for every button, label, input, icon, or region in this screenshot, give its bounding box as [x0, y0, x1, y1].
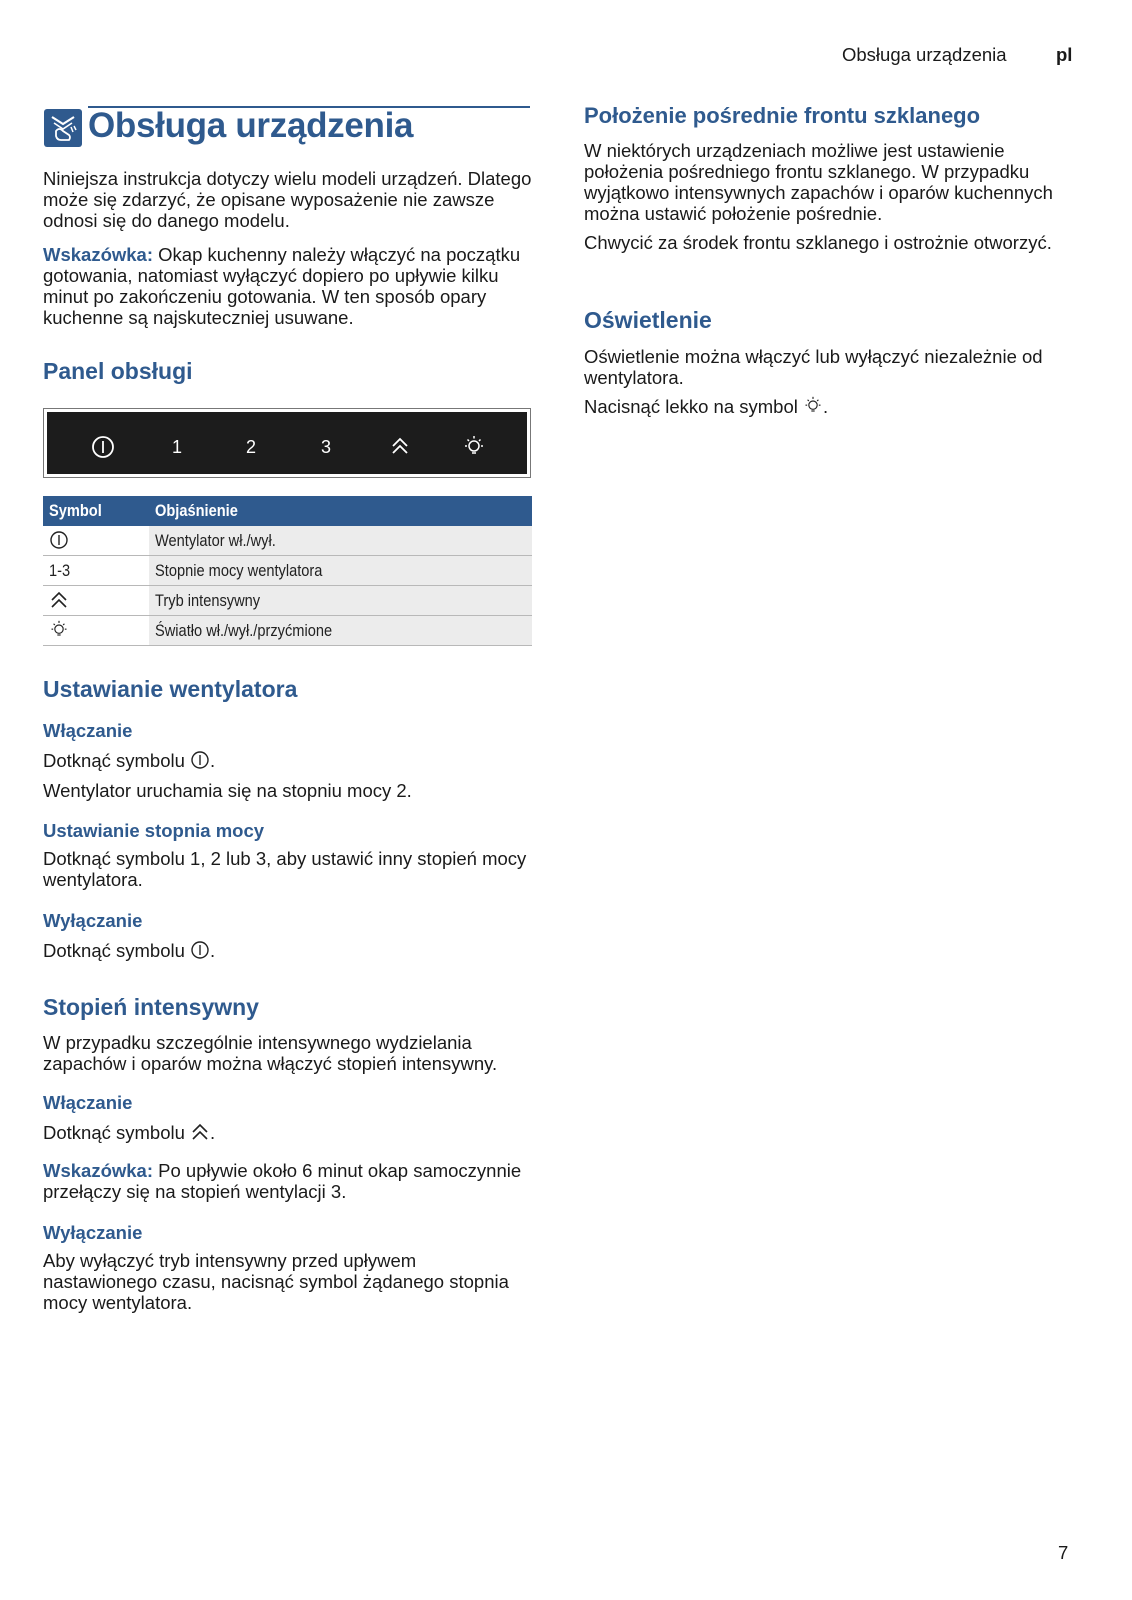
table-header-explanation: Objaśnienie: [149, 496, 532, 526]
fan-heading: Ustawianie wentylatora: [43, 676, 298, 702]
page-number: 7: [1058, 1542, 1069, 1563]
table-header-symbol: Symbol: [43, 496, 149, 526]
table-cell-symbol: [43, 526, 149, 556]
lighting-text-2: Nacisnąć lekko na symbol .: [584, 396, 829, 417]
level-2-button[interactable]: 2: [245, 437, 256, 457]
note-general: [43, 244, 533, 328]
table-cell-symbol: [43, 586, 149, 616]
table-row: [43, 556, 532, 586]
fan-on-text: Dotknąć symbolu .: [43, 750, 216, 771]
light-icon: [462, 435, 486, 459]
glass-text-1: W niektórych urządzeniach możliwe jest ustawienie położenia pośredniego frontu szklanego. W przypadku wyjątkowo intensywnych zapachów i oparów kuchennych można ustawić położenie pośrednie.: [584, 140, 1053, 224]
intensive-heading: Stopień intensywny: [43, 994, 259, 1020]
note-text: Okap kuchenny należy włączyć na początku gotowania, natomiast wyłączyć dopiero po upływie kilku minut po zakończeniu gotowania. W ten sposób opary kuchenne są najskuteczniej usuwane.: [43, 244, 521, 328]
power-icon: [49, 530, 69, 550]
glass-heading: Położenie pośrednie frontu szklanego: [584, 103, 981, 128]
note-text: Po upływie około 6 minut okap samoczynnie przełączy się na stopień wentylacji 3.: [43, 1160, 522, 1202]
intensive-on-heading: Włączanie: [43, 1092, 133, 1113]
intensive-button[interactable]: [385, 435, 415, 459]
level-1-button[interactable]: 1: [171, 437, 182, 457]
table-cell-symbol: [43, 616, 149, 646]
language-code: pl: [1056, 44, 1073, 65]
intro-text: Niniejsza instrukcja dotyczy wielu modeli urządzeń. Dlatego może się zdarzyć, że opisane wyposażenie nie zawsze odnosi się do danego modelu.: [43, 168, 532, 231]
control-panel: [43, 408, 531, 478]
intensive-off-heading: Wyłączanie: [43, 1222, 143, 1243]
intensive-intro: W przypadku szczególnie intensywnego wydzielania zapachów i oparów można włączyć stopień intensywny.: [43, 1032, 498, 1074]
lighting-text-1: Oświetlenie można włączyć lub wyłączyć niezależnie od wentylatora.: [584, 346, 1043, 388]
table-header-row: [43, 496, 532, 526]
symbol-table: [43, 496, 532, 646]
fan-on-heading: Włączanie: [43, 720, 133, 741]
level-3-button[interactable]: 3: [320, 437, 331, 457]
fan-level-text: Dotknąć symbolu 1, 2 lub 3, aby ustawić inny stopień mocy wentylatora.: [43, 848, 527, 890]
table-cell-explanation: Tryb intensywny: [149, 586, 532, 616]
hood-operation-icon: [44, 109, 82, 147]
table-cell-symbol: 1-3: [43, 556, 149, 586]
table-row: [43, 586, 532, 616]
fan-off-heading: Wyłączanie: [43, 910, 143, 931]
fan-level-heading: Ustawianie stopnia mocy: [43, 820, 265, 841]
glass-text-2: Chwycić za środek frontu szklanego i ostrożnie otworzyć.: [584, 232, 1052, 253]
table-row: [43, 526, 532, 556]
intensive-on-text: Dotknąć symbolu .: [43, 1122, 216, 1143]
light-icon: [49, 620, 69, 640]
table-cell-explanation: Światło wł./wył./przyćmione: [149, 616, 532, 646]
power-icon: [190, 940, 210, 960]
power-icon: [91, 435, 115, 459]
fan-off-text: Dotknąć symbolu .: [43, 940, 216, 961]
light-button[interactable]: [459, 435, 489, 459]
intensive-note: [43, 1160, 533, 1202]
intensive-icon: [49, 590, 69, 610]
note-label: Wskazówka:: [43, 1160, 154, 1181]
intensive-off-text: Aby wyłączyć tryb intensywny przed upływem nastawionego czasu, nacisnąć symbol żądanego stopnia mocy wentylatora.: [43, 1250, 509, 1313]
light-icon: [803, 396, 823, 416]
fan-on-result: Wentylator uruchamia się na stopniu mocy 2.: [43, 780, 412, 801]
lighting-heading: Oświetlenie: [584, 307, 712, 333]
page-title: Obsługa urządzenia: [88, 106, 414, 145]
panel-heading: Panel obsługi: [43, 358, 193, 384]
intensive-icon: [190, 1122, 210, 1142]
power-icon: [190, 750, 210, 770]
power-button[interactable]: [88, 435, 118, 459]
table-cell-explanation: Wentylator wł./wył.: [149, 526, 532, 556]
table-row: [43, 616, 532, 646]
running-header-title: Obsługa urządzenia: [842, 44, 1007, 65]
note-label: Wskazówka:: [43, 244, 154, 265]
table-cell-explanation: Stopnie mocy wentylatora: [149, 556, 532, 586]
intensive-icon: [390, 435, 410, 457]
